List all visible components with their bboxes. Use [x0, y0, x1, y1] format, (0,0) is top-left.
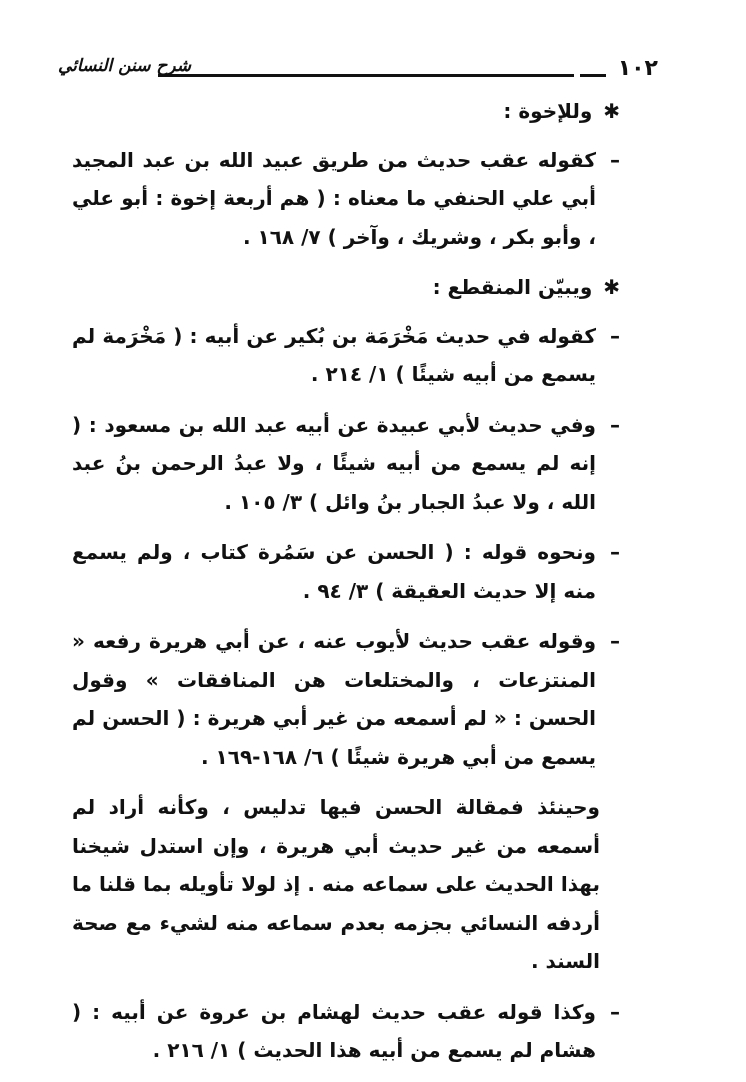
list-item — [72, 406, 620, 522]
section-heading-siblings — [72, 92, 620, 131]
dash-bullet: – — [610, 323, 620, 348]
commentary-paragraph: وحينئذ فمقالة الحسن فيها تدليس ، وكأنه أراد لم أسمعه من غير حديث أبي هريرة ، وإن استدل شيخنا بهذا الحديث على سماعه منه . إذ لولا تأويله بما قلنا ما أردفه النسائي بجزمه بعدم سماعه منه لشيء مع صحة السند . — [72, 795, 600, 973]
dash-bullet: – — [610, 147, 620, 172]
asterisk-icon: ✱ — [603, 275, 620, 299]
heading-text: ويبيّن المنقطع : — [432, 275, 593, 299]
heading-text: وللإخوة : — [503, 99, 593, 123]
entry-text: وقوله عقب حديث لأيوب عنه ، عن أبي هريرة رفعه « المنتزعات ، والمختلعات هن المنافقات » وقول الحسن : « لم أسمعه من غير أبي هريرة : ( الحسن لم يسمع من أبي هريرة شيئًا ) ٦/ ١٦٨-١٦٩ . — [72, 629, 596, 769]
list-item — [72, 141, 620, 257]
entry-text: وكذا قوله عقب حديث لهشام بن عروة عن أبيه : ( هشام لم يسمع من أبيه هذا الحديث ) ١/ ٢١٦ . — [72, 999, 596, 1062]
list-item — [72, 993, 620, 1070]
dash-bullet: – — [610, 999, 620, 1024]
header-rule — [158, 74, 574, 77]
page-body — [72, 92, 620, 1082]
entry-text: وفي حديث لأبي عبيدة عن أبيه عبد الله بن مسعود : ( إنه لم يسمع من أبيه شيئًا ، ولا عبدُ الرحمن بنُ عبد الله ، ولا عبدُ الجبار بنُ وائل ) ٣/ ١٠٥ . — [72, 412, 596, 514]
header-rule-short — [580, 74, 606, 77]
running-title: شرح سنن النسائي — [58, 56, 192, 76]
list-item — [72, 317, 620, 394]
entry-text: ونحوه قوله : ( الحسن عن سَمُرة كتاب ، ولم يسمع منه إلا حديث العقيقة ) ٣/ ٩٤ . — [72, 540, 596, 603]
page-number: ١٠٢ — [617, 56, 658, 81]
dash-bullet: – — [610, 412, 620, 437]
section-heading-disconnected — [72, 268, 620, 307]
list-item — [72, 622, 620, 776]
asterisk-icon: ✱ — [603, 99, 620, 123]
dash-bullet: – — [610, 540, 620, 564]
entry-text: كقوله في حديث مَخْرَمَة بن بُكير عن أبيه : ( مَخْرَمة لم يسمع من أبيه شيئًا ) ١/ ٢١٤ . — [72, 323, 596, 386]
dash-bullet: – — [610, 629, 620, 653]
page-header — [58, 52, 658, 86]
entry-text: كقوله عقب حديث من طريق عبيد الله بن عبد المجيد أبي علي الحنفي ما معناه : ( هم أربعة إخوة : أبو علي ، وأبو بكر ، وشريك ، وآخر ) ٧/ ١٦٨ . — [72, 147, 596, 249]
list-item — [72, 533, 620, 610]
